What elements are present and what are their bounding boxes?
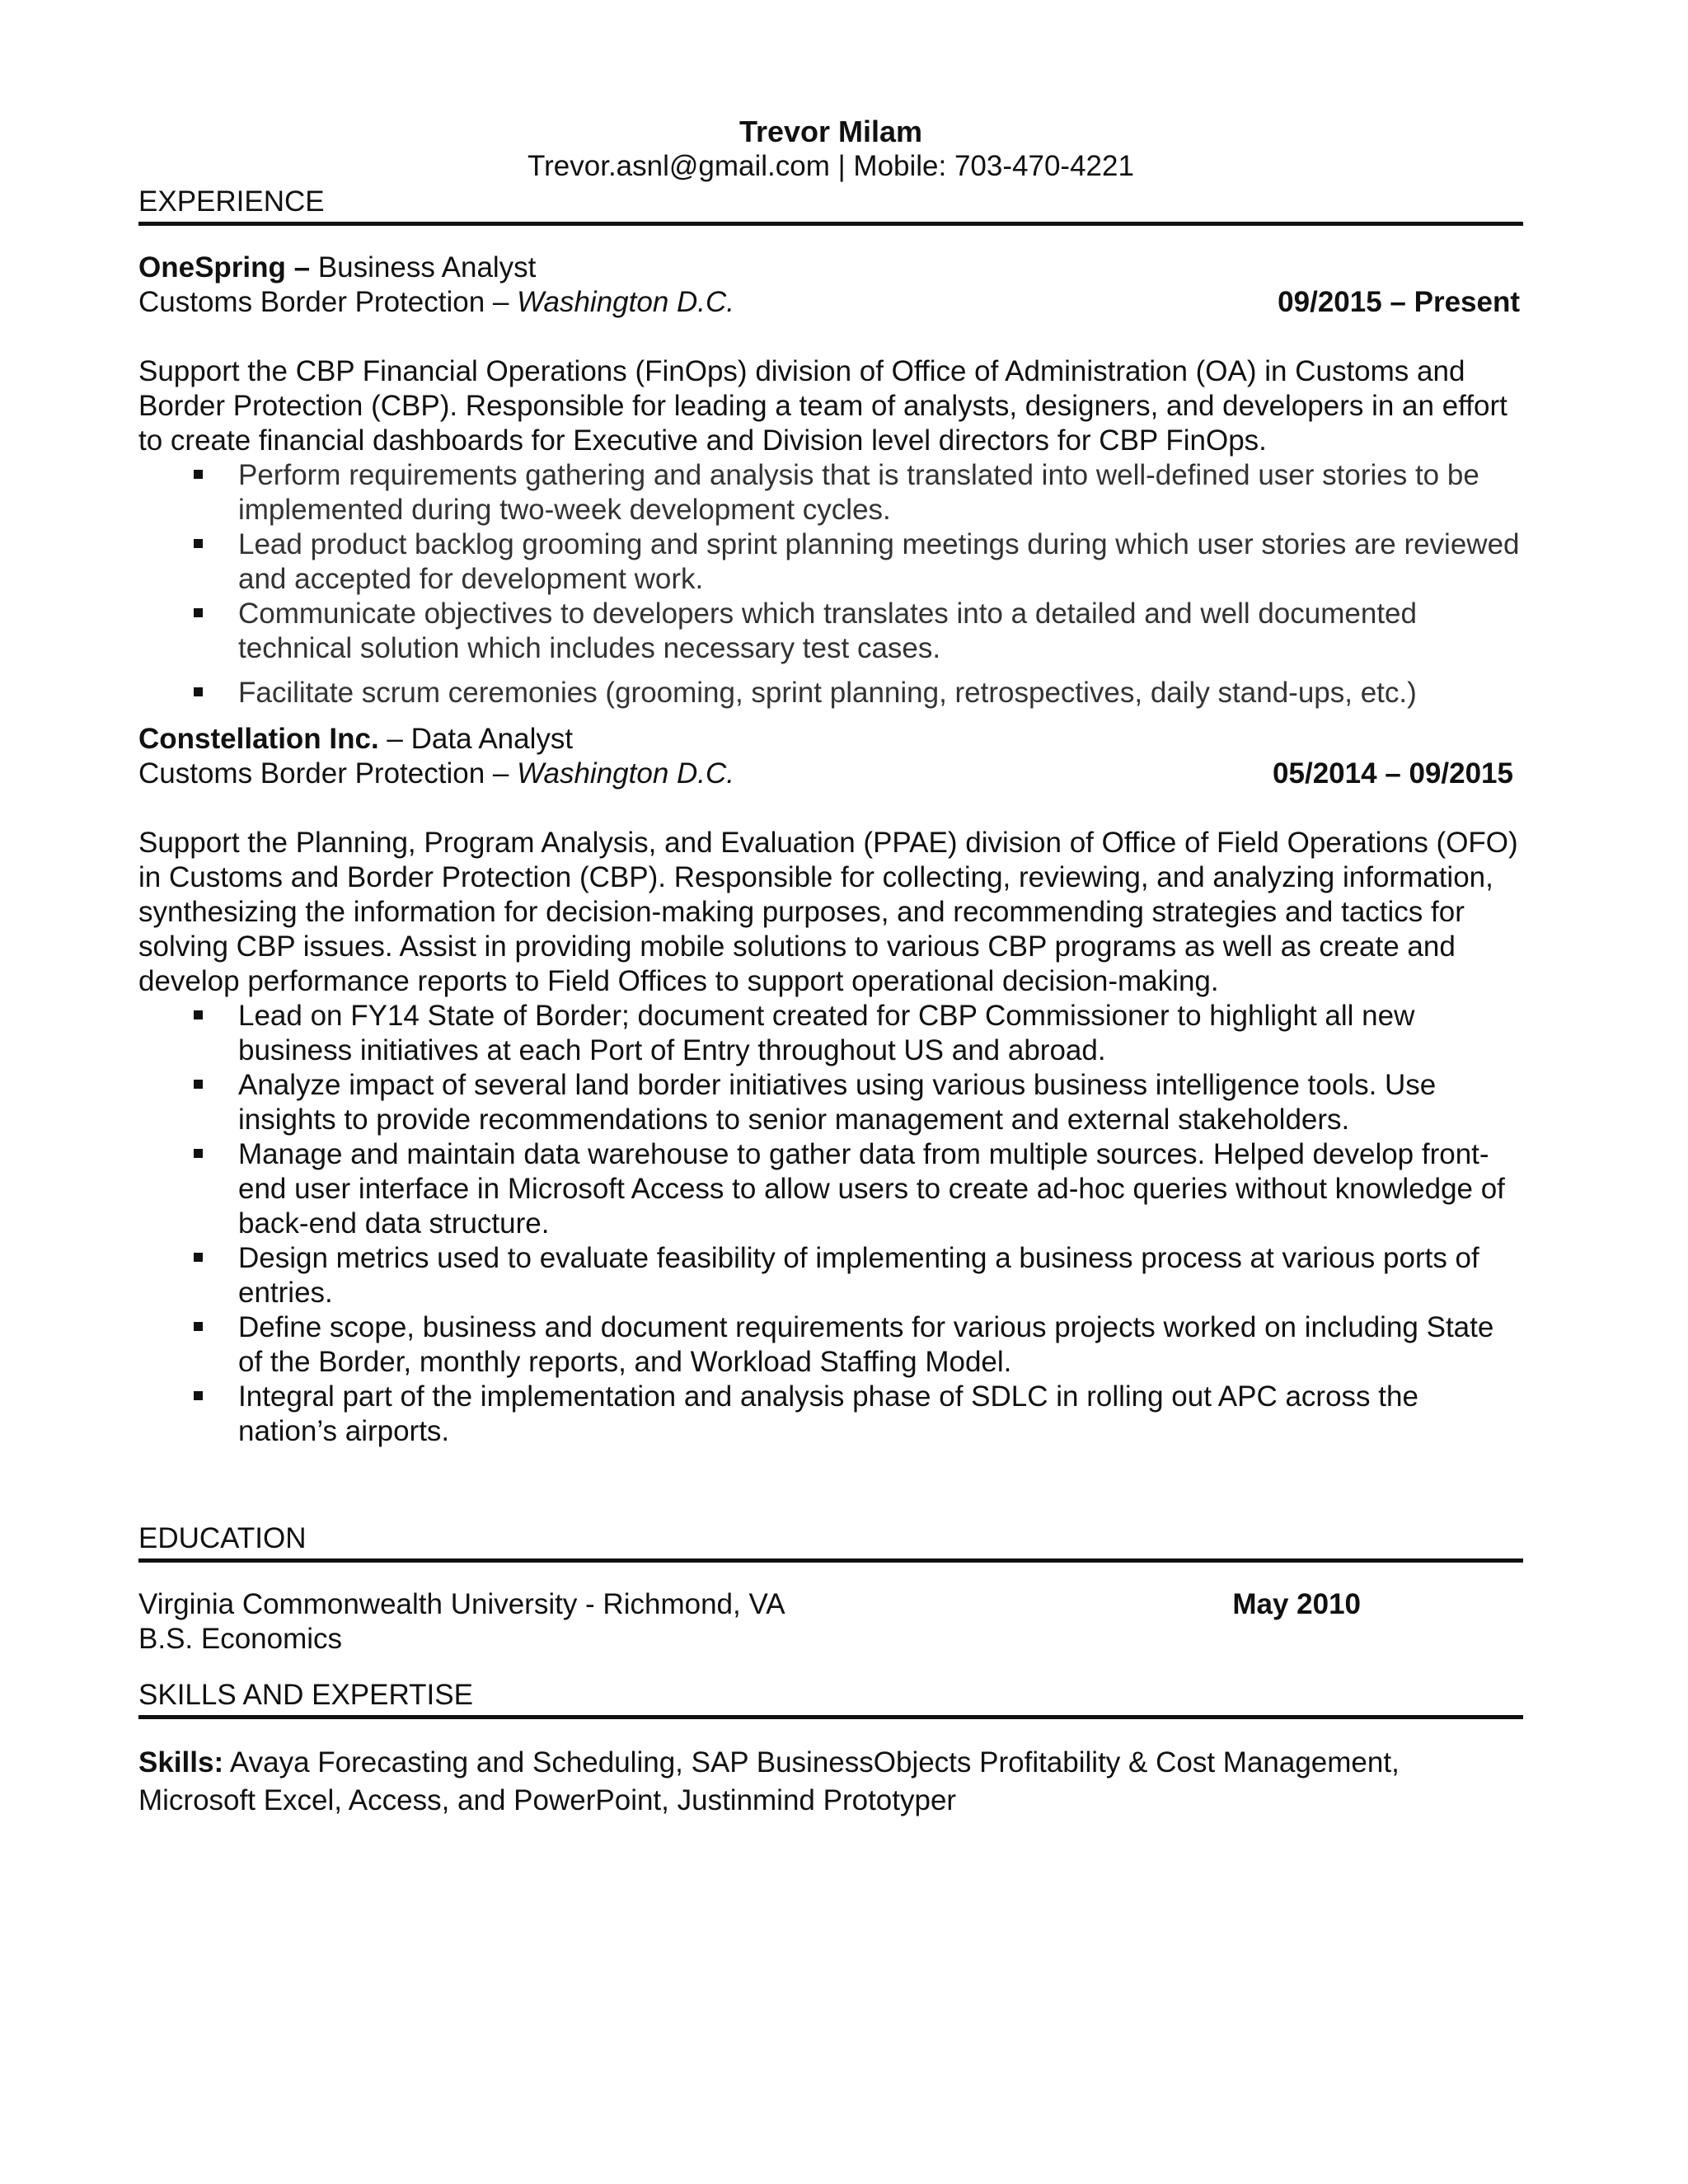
bullet-square-icon <box>194 608 203 617</box>
bullet-text: Design metrics used to evaluate feasibility of implementing a business process at various ports of entries. <box>238 1242 1479 1309</box>
list-item <box>138 1380 1523 1449</box>
degree: B.S. Economics <box>138 1623 343 1655</box>
list-item <box>138 458 1523 527</box>
bullet-text: Analyze impact of several land border initiatives using various business intelligence tools. Use insights to provide recommendations to senior management and external stakeholders. <box>238 1069 1437 1136</box>
skills-paragraph <box>138 1744 1523 1820</box>
bullet-square-icon <box>194 1253 203 1262</box>
bullet-square-icon <box>194 1391 203 1400</box>
job-client-line <box>138 285 1523 320</box>
list-item <box>138 1310 1523 1380</box>
skills-heading: SKILLS AND EXPERTISE <box>138 1678 1523 1719</box>
education-entry <box>138 1587 1523 1657</box>
bullet-square-icon <box>194 470 203 479</box>
job-title-line <box>138 722 1523 757</box>
job-onespring <box>138 251 1523 710</box>
candidate-name: Trevor Milam <box>738 115 923 148</box>
bullet-square-icon <box>194 539 203 548</box>
company-name: OneSpring – <box>138 251 311 284</box>
job-dates: 05/2014 – 09/2015 <box>1273 757 1513 790</box>
job-title-line <box>138 251 1523 285</box>
client-name: Customs Border Protection – <box>138 757 518 790</box>
skills-label: Skills: <box>138 1746 224 1779</box>
education-heading: EDUCATION <box>138 1521 1523 1563</box>
list-item <box>138 999 1523 1068</box>
client-location <box>138 757 734 791</box>
job-location: Washington D.C. <box>517 757 735 790</box>
job-constellation <box>138 722 1523 1449</box>
job-client-line <box>138 757 1523 791</box>
company-name: Constellation Inc. <box>138 723 379 755</box>
experience-heading: EXPERIENCE <box>138 185 1523 226</box>
client-name: Customs Border Protection – <box>138 286 518 318</box>
bullet-text: Manage and maintain data warehouse to gather data from multiple sources. Helped develop front-end user interface in Microsoft Access to allow users to create ad-hoc queries without knowledge of back-end data structure. <box>238 1138 1505 1240</box>
job-role: Business Analyst <box>310 251 537 284</box>
list-item <box>138 1068 1523 1137</box>
job-role: – Data Analyst <box>378 723 574 755</box>
contact-line: Trevor.asnl@gmail.com | Mobile: 703-470-4221 <box>528 150 1134 182</box>
job-bullet-list <box>138 999 1523 1449</box>
bullet-text: Integral part of the implementation and analysis phase of SDLC in rolling out APC across the nation’s airports. <box>238 1380 1418 1447</box>
bullet-square-icon <box>194 1149 203 1158</box>
bullet-text: Lead product backlog grooming and sprint planning meetings during which user stories are reviewed and accepted for development work. <box>238 528 1520 595</box>
client-location <box>138 285 734 320</box>
skills-text: Avaya Forecasting and Scheduling, SAP BusinessObjects Profitability & Cost Management, Microsoft Excel, Access, and PowerPoint, Justinmind Prototyper <box>138 1746 1400 1816</box>
school-name: Virginia Commonwealth University - Richmond, VA <box>138 1588 785 1620</box>
bullet-text: Communicate objectives to developers which translates into a detailed and well documented technical solution which includes necessary test cases. <box>238 598 1417 664</box>
list-item <box>138 597 1523 666</box>
bullet-square-icon <box>194 1322 203 1331</box>
job-summary: Support the Planning, Program Analysis, and Evaluation (PPAE) division of Office of Field Operations (OFO) in Customs and Border Protection (CBP). Responsible for collecting, reviewing, and analyzing information, synthesizing the information for decision-making purposes, and recommending strategies and tactics for solving CBP issues. Assist in providing mobile solutions to various CBP programs as well as create and develop performance reports to Field Offices to support operational decision-making. <box>138 827 1518 997</box>
bullet-square-icon <box>194 1010 203 1019</box>
list-item <box>138 1137 1523 1241</box>
job-bullet-list <box>138 458 1523 710</box>
list-item <box>138 1241 1523 1310</box>
graduation-date: May 2010 <box>1232 1588 1361 1620</box>
bullet-text: Perform requirements gathering and analysis that is translated into well-defined user stories to be implemented during two-week development cycles. <box>238 459 1479 526</box>
bullet-text: Lead on FY14 State of Border; document created for CBP Commissioner to highlight all new business initiatives at each Port of Entry throughout US and abroad. <box>238 1000 1415 1066</box>
education-line <box>138 1587 1523 1622</box>
resume-content <box>138 114 1523 1820</box>
job-dates: 09/2015 – Present <box>1278 286 1520 318</box>
job-location: Washington D.C. <box>517 286 735 318</box>
job-summary: Support the CBP Financial Operations (FinOps) division of Office of Administration (OA) in Customs and Border Protection (CBP). Responsible for leading a team of analysts, designers, and developers in an effort to create financial dashboards for Executive and Division level directors for CBP FinOps. <box>138 355 1507 457</box>
bullet-text: Facilitate scrum ceremonies (grooming, sprint planning, retrospectives, daily stand-ups, etc.) <box>238 677 1417 709</box>
list-item <box>138 527 1523 597</box>
bullet-text: Define scope, business and document requirements for various projects worked on including State of the Border, monthly reports, and Workload Staffing Model. <box>238 1311 1494 1378</box>
bullet-square-icon <box>194 1080 203 1089</box>
list-item <box>138 676 1523 710</box>
bullet-square-icon <box>194 687 203 696</box>
